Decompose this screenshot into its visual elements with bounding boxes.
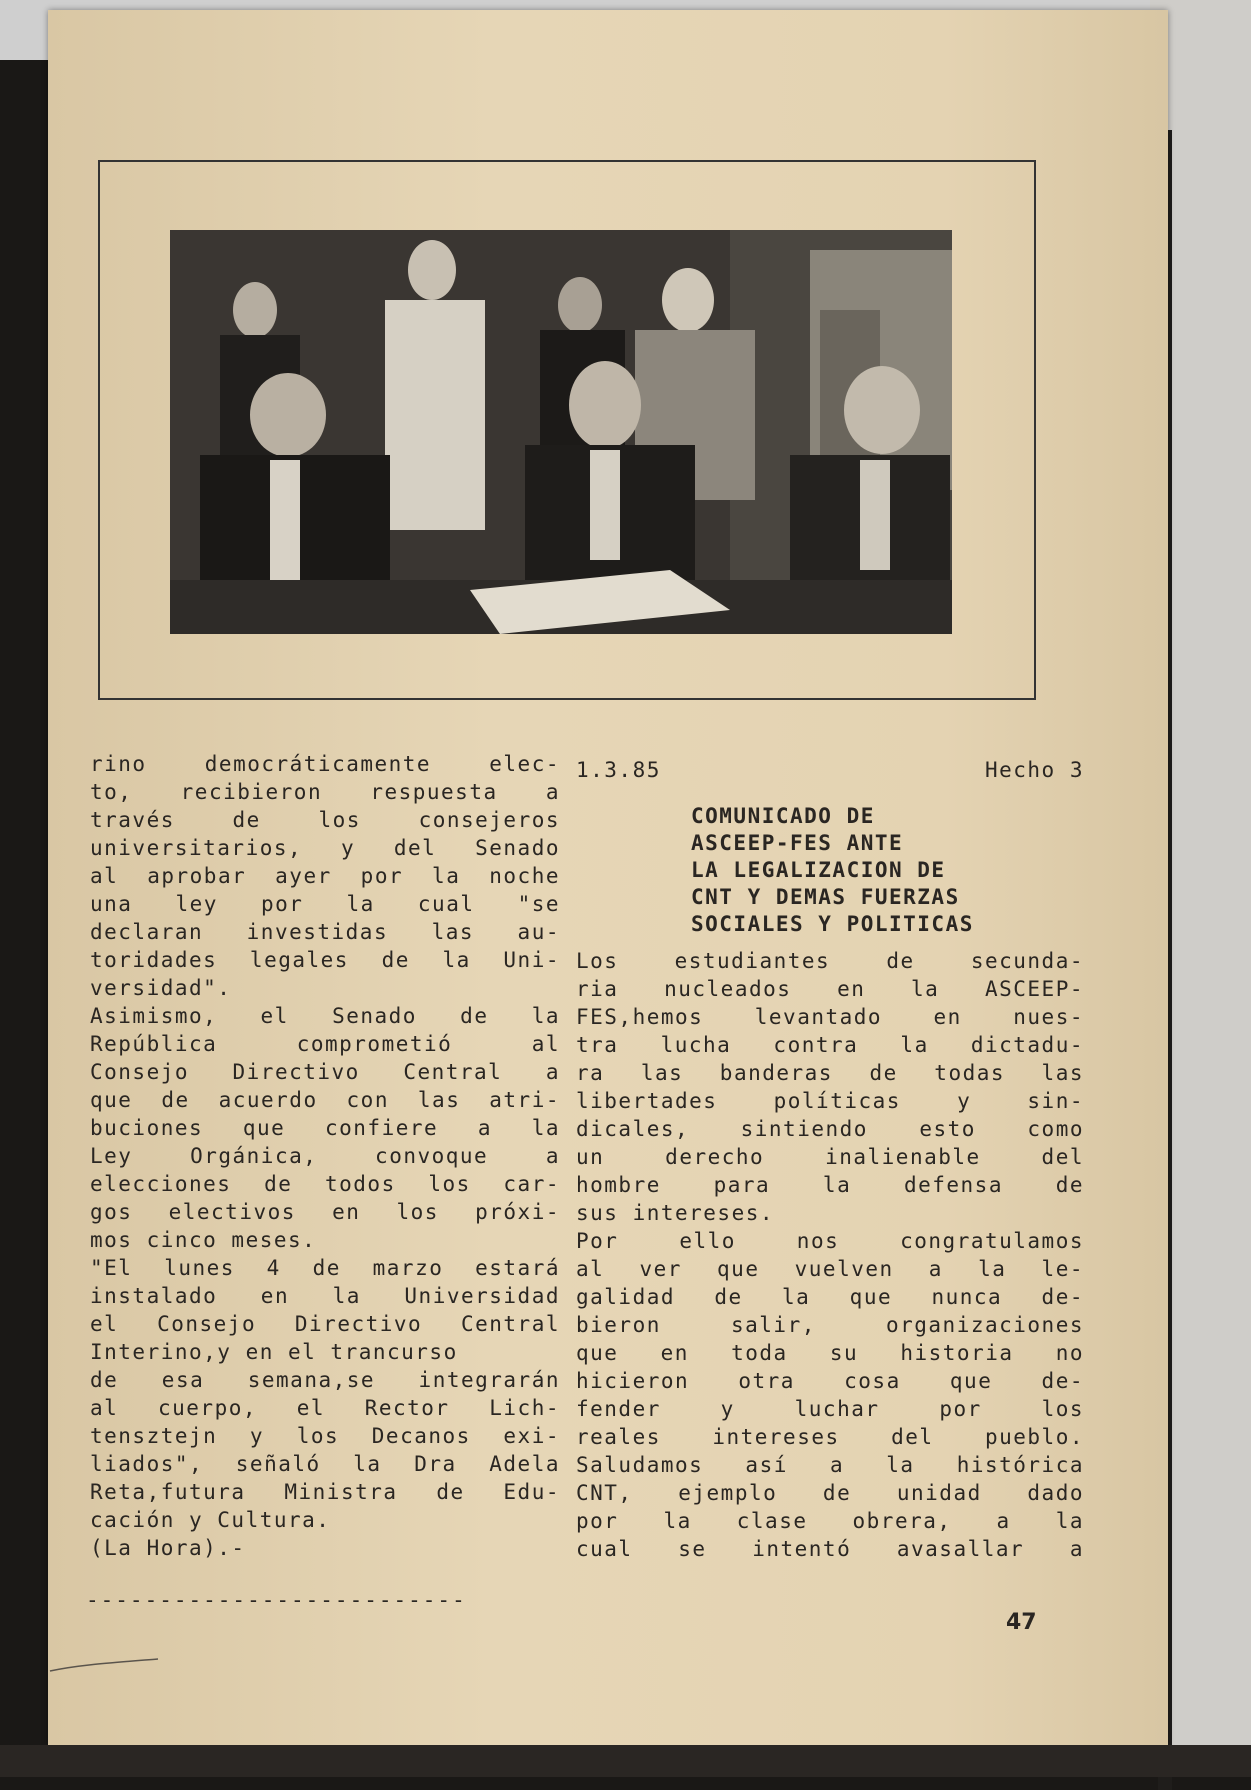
photo-frame [98, 160, 1036, 700]
text-line: un derecho inalienable del [576, 1145, 1084, 1169]
text-line: liados", señaló la Dra Adela [90, 1452, 560, 1476]
date: 1.3.85 [576, 758, 661, 782]
text-line: elecciones de todos los car- [90, 1172, 560, 1196]
text-line: el Consejo Directivo Central [90, 1312, 560, 1336]
text-line: libertades políticas y sin- [576, 1089, 1084, 1113]
text-line: instalado en la Universidad [90, 1284, 560, 1308]
heading-line: SOCIALES Y POLITICAS [691, 912, 974, 936]
text-line: fender y luchar por los [576, 1397, 1084, 1421]
text-line: través de los consejeros [90, 808, 560, 832]
text-line: República comprometió al [90, 1032, 560, 1056]
heading-line: COMUNICADO DE [691, 804, 875, 828]
heading-line: LA LEGALIZACION DE [691, 858, 946, 882]
photo-illustration [170, 230, 952, 634]
text-line: hicieron otra cosa que de- [576, 1369, 1084, 1393]
text-line: "El lunes 4 de marzo estará [90, 1256, 560, 1280]
text-line: cual se intentó avasallar a [576, 1537, 1084, 1561]
text-line: Reta,futura Ministra de Edu- [90, 1480, 560, 1504]
text-line: dicales, sintiendo esto como [576, 1117, 1084, 1141]
page-number: 47 [1006, 1610, 1037, 1635]
text-line: al cuerpo, el Rector Lich- [90, 1396, 560, 1420]
text-line: tensztejn y los Decanos exi- [90, 1424, 560, 1448]
text-line: Ley Orgánica, convoque a [90, 1144, 560, 1168]
scan-background-bottom [0, 1745, 1251, 1777]
text-line: galidad de la que nunca de- [576, 1285, 1084, 1309]
text-line: declaran investidas las au- [90, 920, 560, 944]
text-line: Asimismo, el Senado de la [90, 1004, 560, 1028]
heading-line: ASCEEP-FES ANTE [691, 831, 904, 855]
text-line: Interino,y en el trancurso [90, 1340, 458, 1364]
pen-stroke-mark [48, 1655, 168, 1675]
text-line: cación y Cultura. [90, 1508, 331, 1532]
article-body [576, 947, 1084, 1563]
text-line: to, recibieron respuesta a [90, 780, 560, 804]
text-line: hombre para la defensa de [576, 1173, 1084, 1197]
text-line: Saludamos así a la histórica [576, 1453, 1084, 1477]
text-line: ra las banderas de todas las [576, 1061, 1084, 1085]
document-page [48, 10, 1168, 1745]
text-line: reales intereses del pueblo. [576, 1425, 1084, 1449]
text-line: versidad". [90, 976, 232, 1000]
text-line: al aprobar ayer por la noche [90, 864, 560, 888]
heading-line: CNT Y DEMAS FUERZAS [691, 885, 960, 909]
right-column [576, 756, 1084, 1563]
text-line: ria nucleados en la ASCEEP- [576, 977, 1084, 1001]
separator-dashes: -------------------------- [86, 1588, 467, 1612]
text-line: sus intereses. [576, 1201, 775, 1225]
text-line: mos cinco meses. [90, 1228, 317, 1252]
text-line: rino democráticamente elec- [90, 752, 560, 776]
signing-photo [170, 230, 952, 634]
fact-label: Hecho 3 [984, 758, 1084, 782]
text-line: universitarios, y del Senado [90, 836, 560, 860]
text-line: tra lucha contra la dictadu- [576, 1033, 1084, 1057]
text-line: Consejo Directivo Central a [90, 1060, 560, 1084]
text-line: buciones que confiere a la [90, 1116, 560, 1140]
text-line: una ley por la cual "se [90, 892, 560, 916]
text-line: toridades legales de la Uni- [90, 948, 560, 972]
left-column [90, 750, 560, 1562]
text-line: por la clase obrera, a la [576, 1509, 1084, 1533]
text-line: que de acuerdo con las atri- [90, 1088, 560, 1112]
text-line: bieron salir, organizaciones [576, 1313, 1084, 1337]
text-line: Por ello nos congratulamos [576, 1229, 1084, 1253]
dateline [576, 756, 1084, 784]
article-heading [691, 802, 1084, 937]
text-line: (La Hora).- [90, 1536, 246, 1560]
text-line: Los estudiantes de secunda- [576, 949, 1084, 973]
text-line: de esa semana,se integrarán [90, 1368, 560, 1392]
text-line: que en toda su historia no [576, 1341, 1084, 1365]
text-line: gos electivos en los próxi- [90, 1200, 560, 1224]
text-line: CNT, ejemplo de unidad dado [576, 1481, 1084, 1505]
text-line: al ver que vuelven a la le- [576, 1257, 1084, 1281]
text-line: FES,hemos levantado en nues- [576, 1005, 1084, 1029]
